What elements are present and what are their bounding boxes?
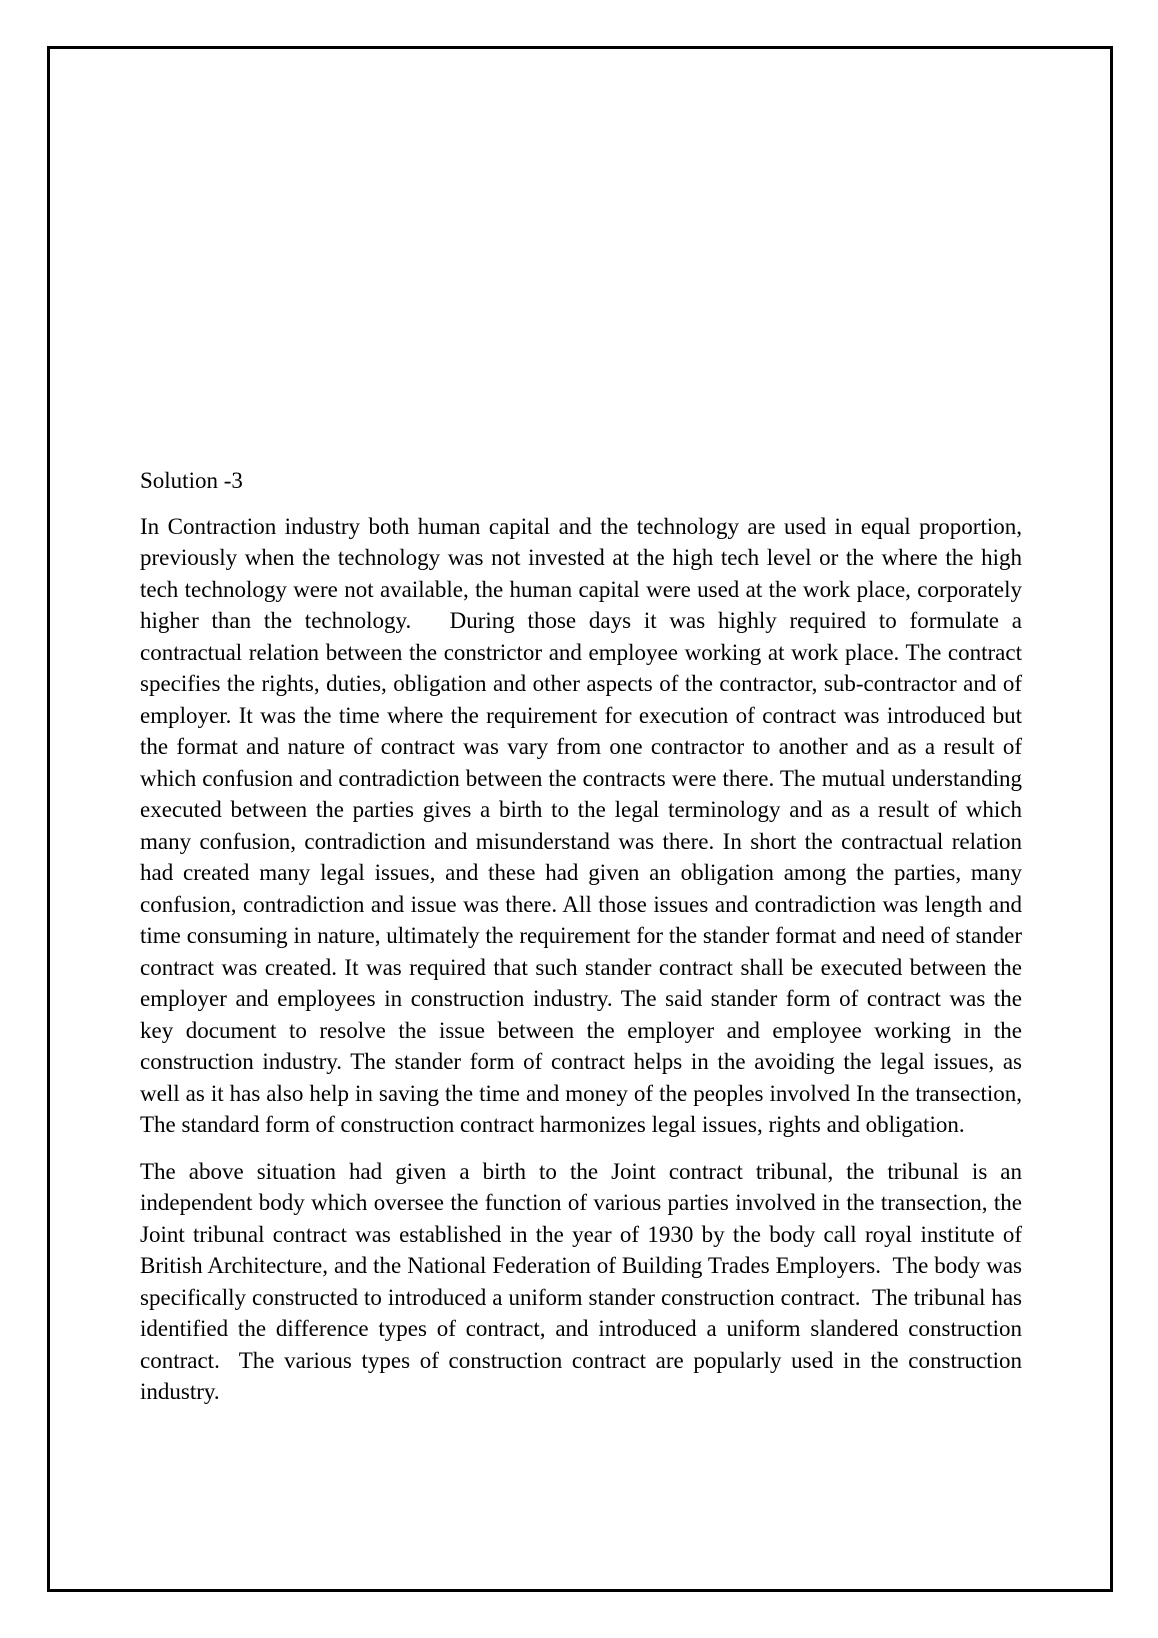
section-heading: Solution -3 xyxy=(140,468,243,493)
paragraph-1: In Contraction industry both human capital and the technology are used in equal proportion, previously when the technology was not invested at the high tech level or the where the high tech technology were not available, the human capital were used at the work place, corporately higher than the technology. During those days it was highly required to formulate a contractual relation between the constrictor and employee working at work place. The contract specifies the rights, duties, obligation and other aspects of the contractor, sub-contractor and of employer. It was the time where the requirement for execution of contract was introduced but the format and nature of contract was vary from one contractor to another and as a result of which confusion and contradiction between the contracts were there. The mutual understanding executed between the parties gives a birth to the legal terminology and as a result of which many confusion, contradiction and misunderstand was there. In short the contractual relation had created many legal issues, and these had given an obligation among the parties, many confusion, contradiction and issue was there. All those issues and contradiction was length and time consuming in nature, ultimately the requirement for the stander format and need of stander contract was created. It was required that such stander contract shall be executed between the employer and employees in construction industry. The said stander form of contract was the key document to resolve the issue between the employer and employee working in the construction industry. The stander form of contract helps in the avoiding the legal issues, as well as it has also help in saving the time and money of the peoples involved In the transection, The standard form of construction contract harmonizes legal issues, rights and obligation. xyxy=(140,513,1028,1137)
paragraph-2: The above situation had given a birth to the Joint contract tribunal, the tribunal is an independent body which oversee the function of various parties involved in the transection, the Joint tribunal contract was established in the year of 1930 by the body call royal institute of British Architecture, and the National Federation of Building Trades Employers. The body was specifically constructed to introduced a uniform stander construction contract. The tribunal has identified the difference types of contract, and introduced a uniform slandered construction contract. The various types of construction contract are popularly used in the construction industry. xyxy=(140,1158,1028,1404)
document-body xyxy=(140,465,1028,1423)
